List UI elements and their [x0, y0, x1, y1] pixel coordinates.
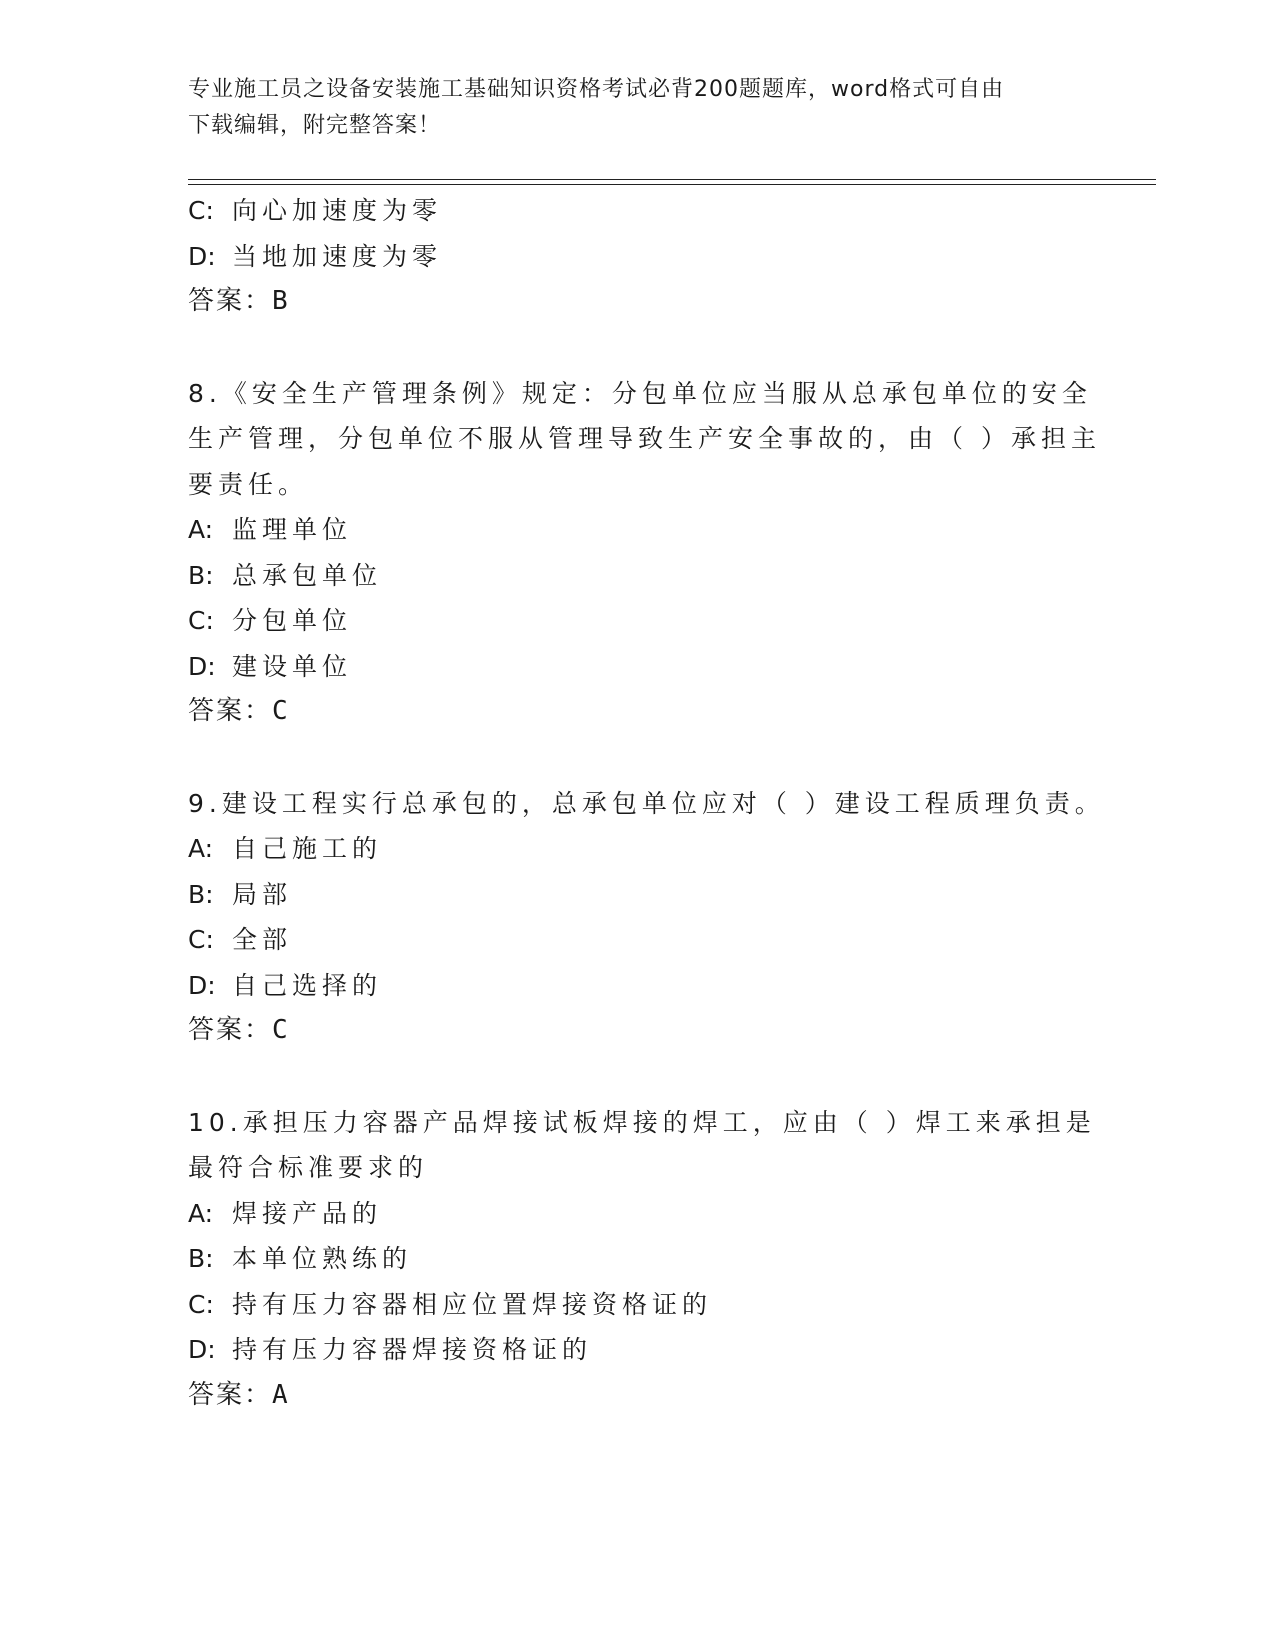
header-line-1: 专业施工员之设备安装施工基础知识资格考试必背200题题库，word格式可自由	[188, 77, 1005, 102]
option-letter: B:	[188, 879, 214, 909]
question-block-8	[188, 371, 1101, 735]
option-letter: D:	[188, 1335, 216, 1364]
answer-value: A	[272, 1379, 288, 1410]
option-d	[188, 234, 1088, 280]
carryover-block	[188, 188, 1088, 325]
answer-label: 答案：	[188, 696, 273, 726]
option-text: 监理单位	[232, 515, 353, 544]
option-letter: D:	[188, 241, 216, 271]
option-c	[188, 188, 1088, 234]
answer-label: 答案：	[188, 286, 273, 316]
answer-label: 答案：	[188, 1015, 273, 1045]
option-text: 本单位熟练的	[232, 1244, 413, 1273]
option-letter: C:	[188, 925, 214, 954]
option-d	[188, 644, 1088, 690]
option-text: 分包单位	[232, 606, 353, 635]
question-text-line: 8.《安全生产管理条例》规定：分包单位应当服从总承包单位的安全	[188, 378, 1092, 408]
option-a	[188, 1191, 1088, 1237]
answer-line	[188, 689, 1088, 735]
header-divider-bottom	[188, 184, 1156, 185]
option-text: 总承包单位	[232, 560, 383, 590]
option-text: 向心加速度为零	[232, 196, 443, 225]
option-text: 持有压力容器焊接资格证的	[232, 1335, 593, 1364]
option-c	[188, 917, 1088, 963]
option-letter: A:	[188, 1198, 214, 1228]
option-letter: C:	[188, 1289, 214, 1319]
option-text: 局部	[232, 879, 293, 909]
option-letter: B:	[188, 1244, 214, 1273]
question-text-line: 生产管理，分包单位不服从管理导致生产安全事故的，由（ ）承担主	[188, 424, 1101, 453]
answer-label: 答案：	[188, 1379, 273, 1410]
document-header	[188, 72, 1088, 144]
option-b	[188, 1236, 1088, 1282]
option-d	[188, 1327, 1088, 1373]
option-text: 全部	[232, 925, 293, 954]
answer-value: C	[272, 1015, 288, 1045]
option-text: 当地加速度为零	[232, 241, 443, 271]
option-c	[188, 1282, 1088, 1328]
option-text: 自己施工的	[232, 834, 383, 863]
option-a	[188, 826, 1088, 872]
answer-line	[188, 1373, 1088, 1419]
question-text-line: 10.承担压力容器产品焊接试板焊接的焊工，应由（ ）焊工来承担是	[188, 1107, 1096, 1137]
option-letter: B:	[188, 560, 214, 590]
option-letter: D:	[188, 651, 216, 681]
option-a	[188, 507, 1088, 553]
answer-value: C	[272, 696, 288, 726]
option-letter: A:	[188, 515, 214, 544]
answer-line	[188, 279, 1088, 325]
question-text-line: 9.建设工程实行总承包的，总承包单位应对（ ）建设工程质理负责。	[188, 788, 1105, 818]
answer-line	[188, 1008, 1088, 1054]
option-letter: D:	[188, 970, 216, 1000]
option-letter: A:	[188, 834, 214, 863]
document-body	[188, 188, 1105, 1418]
option-c	[188, 598, 1088, 644]
header-divider-top	[188, 179, 1156, 180]
option-letter: C:	[188, 606, 214, 635]
option-d	[188, 963, 1088, 1009]
option-text: 建设单位	[232, 651, 353, 681]
option-text: 自己选择的	[232, 970, 383, 1000]
option-text: 持有压力容器相应位置焊接资格证的	[232, 1289, 713, 1319]
option-letter: C:	[188, 196, 214, 225]
question-block-10	[188, 1100, 1096, 1419]
question-block-9	[188, 781, 1105, 1054]
answer-value: B	[272, 286, 288, 316]
option-b	[188, 553, 1088, 599]
header-line-2: 下载编辑，附完整答案！	[188, 113, 442, 138]
option-b	[188, 872, 1088, 918]
question-text-line: 要责任。	[188, 469, 309, 499]
question-text-line: 最符合标准要求的	[188, 1153, 429, 1182]
option-text: 焊接产品的	[232, 1198, 383, 1228]
